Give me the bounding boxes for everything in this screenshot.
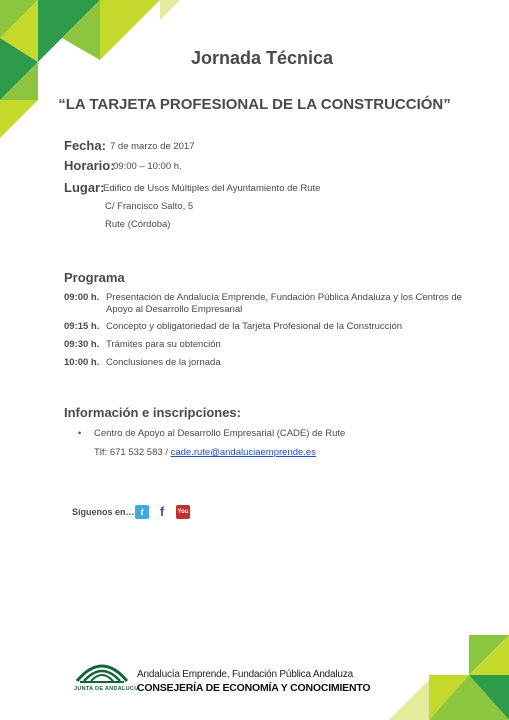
youtube-icon[interactable]: You bbox=[176, 505, 190, 519]
facebook-icon[interactable]: f bbox=[155, 505, 169, 519]
agenda-time: 10:00 h. bbox=[64, 357, 100, 368]
agenda-time: 09:00 h. bbox=[64, 292, 100, 303]
logo-caption: JUNTA DE ANDALUCIA bbox=[74, 686, 141, 692]
info-bullet-text: Centro de Apoyo al Desarrollo Empresarial (CADE) de Rute bbox=[94, 428, 346, 439]
info-heading: Información e inscripciones: bbox=[64, 405, 241, 420]
agenda-time: 09:15 h. bbox=[64, 321, 100, 332]
fecha-value: 7 de marzo de 2017 bbox=[110, 141, 195, 152]
twitter-icon[interactable]: t bbox=[135, 505, 149, 519]
bottom-right-decoration bbox=[389, 635, 509, 720]
horario-label: Horario: bbox=[64, 158, 115, 173]
programa-heading: Programa bbox=[64, 270, 125, 285]
list-item bbox=[64, 292, 484, 316]
lugar-label: Lugar: bbox=[64, 180, 105, 195]
contact-line bbox=[94, 447, 316, 458]
agenda-text: Trámites para su obtención bbox=[106, 339, 221, 350]
agenda-text: Concepto y obligatoriedad de la Tarjeta Profesional de la Construcción bbox=[106, 321, 403, 332]
agenda-text: Conclusiones de la jornada bbox=[106, 357, 221, 368]
agenda-time: 09:30 h. bbox=[64, 339, 100, 350]
lugar-line-3: Rute (Córdoba) bbox=[105, 219, 171, 230]
footer-line-2: CONSEJERÍA DE ECONOMÍA Y CONOCIMIENTO bbox=[137, 682, 371, 694]
social-label: Síguenos en… bbox=[72, 507, 135, 517]
horario-value: 09:00 – 10:00 h. bbox=[113, 161, 182, 172]
agenda-text: Presentación de Andalucía Emprende, Fundación Pública Andaluza y los Centros de Apoyo al Desarrollo Empresarial bbox=[106, 292, 462, 315]
bullet-icon: • bbox=[78, 428, 82, 439]
email-link[interactable]: cade.rute@andaluciaemprende.es bbox=[170, 447, 316, 458]
top-left-decoration bbox=[0, 0, 190, 150]
footer-line-1: Andalucía Emprende, Fundación Pública Andaluza bbox=[137, 669, 353, 680]
page-subtitle: “LA TARJETA PROFESIONAL DE LA CONSTRUCCIÓN” bbox=[58, 96, 451, 113]
fecha-label: Fecha: bbox=[64, 138, 106, 153]
lugar-line-1: Edifico de Usos Múltiples del Ayuntamiento de Rute bbox=[103, 183, 321, 194]
separator: / bbox=[162, 447, 171, 458]
page-title: Jornada Técnica bbox=[190, 48, 333, 68]
phone-text: Tlf: 671 532 583 bbox=[94, 447, 163, 458]
junta-andalucia-logo bbox=[72, 655, 132, 685]
title-wrapper bbox=[0, 48, 509, 69]
lugar-line-2: C/ Francisco Salto, 5 bbox=[105, 201, 194, 212]
